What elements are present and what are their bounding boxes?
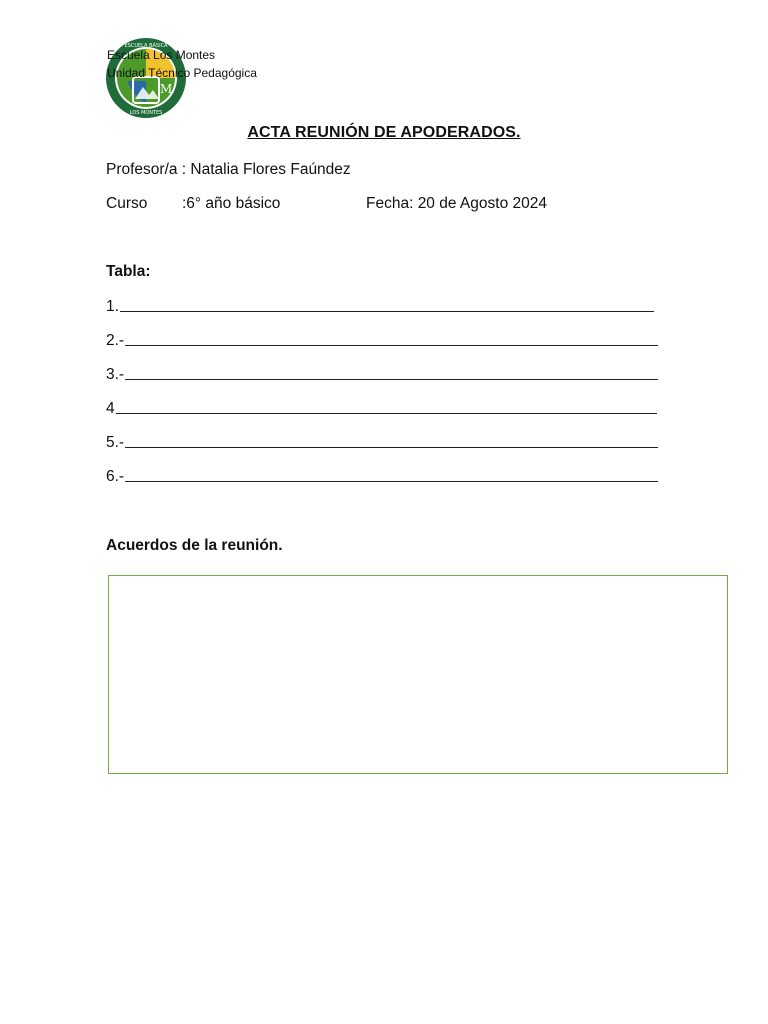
blank-line — [125, 446, 658, 448]
teacher-line: Profesor/a : Natalia Flores Faúndez — [106, 161, 351, 178]
acuerdos-text-box[interactable] — [108, 575, 728, 774]
tabla-item-number: 2.- — [106, 332, 125, 349]
tabla-item — [106, 298, 654, 316]
tabla-item — [106, 468, 658, 486]
tabla-item-number: 3.- — [106, 366, 125, 383]
blank-line — [116, 412, 657, 414]
course-value: :6° año básico — [182, 195, 281, 212]
tabla-item-number: 1. — [106, 298, 119, 315]
blank-line — [125, 378, 658, 380]
date-line: Fecha: 20 de Agosto 2024 — [366, 195, 547, 212]
tabla-item-number: 4 — [106, 400, 115, 417]
unit-name: Unidad Técnico Pedagógica — [107, 66, 257, 80]
tabla-item — [106, 434, 658, 452]
tabla-item — [106, 332, 658, 350]
document-title: ACTA REUNIÓN DE APODERADOS. — [247, 124, 521, 141]
svg-text:ESCUELA BÁSICA: ESCUELA BÁSICA — [124, 43, 168, 49]
tabla-item-number: 5.- — [106, 434, 125, 451]
blank-line — [125, 480, 658, 482]
blank-line — [120, 310, 654, 312]
tabla-item — [106, 366, 658, 384]
acuerdos-heading: Acuerdos de la reunión. — [106, 537, 283, 554]
header-lines — [107, 46, 257, 82]
course-label: Curso — [106, 195, 148, 212]
svg-text:LOS MONTES: LOS MONTES — [129, 110, 163, 116]
blank-line — [125, 344, 658, 346]
svg-text:M: M — [160, 82, 173, 96]
school-name: Escuela Los Montes — [107, 48, 216, 62]
tabla-heading: Tabla: — [106, 263, 151, 280]
tabla-item-number: 6.- — [106, 468, 125, 485]
tabla-item — [106, 400, 657, 418]
